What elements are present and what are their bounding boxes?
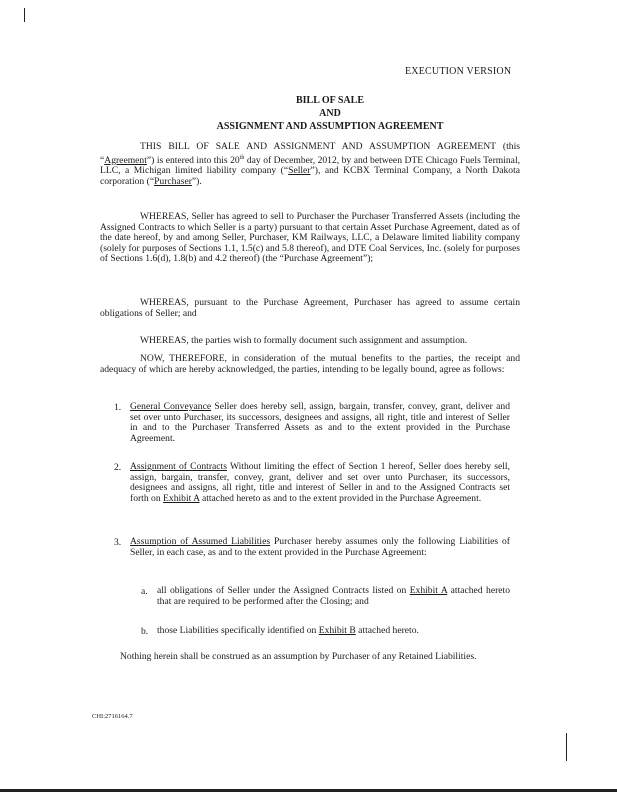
section-1-number: 1. [114, 402, 122, 413]
subitem-a-text: all obligations of Seller under the Assigned Contracts listed on Exhibit A attached hereto that are required to be performed after the Closing; and [157, 585, 510, 607]
section-2-exhibit-a: Exhibit A [163, 492, 200, 504]
closing-paragraph: Nothing herein shall be construed as an assumption by Purchaser of any Retained Liabilities. [120, 651, 477, 662]
execution-version-label: EXECUTION VERSION [405, 66, 512, 77]
subitem-a-letter: a. [141, 586, 148, 597]
subitem-b-exhibit: Exhibit B [318, 625, 356, 636]
seller-defined-term: Seller [288, 165, 311, 177]
section-3-text: Assumption of Assumed Liabilities Purchaser hereby assumes only the following Liabilities of Seller, in each case, as and to the extent provided in the Purchase Agreement: [130, 536, 510, 558]
subitem-b-text: those Liabilities specifically identified on Exhibit B attached hereto. [157, 625, 419, 636]
recital-3: WHEREAS, the parties wish to formally document such assignment and assumption. [140, 335, 468, 346]
recital-1: WHEREAS, Seller has agreed to sell to Purchaser the Purchaser Transferred Assets (including the Assigned Contracts to which Seller is a party) pursuant to that certain Asset Purchase Agreement, dated as of the date hereof, by and among Seller, Purchaser, KM Railways, LLC, a Delaware limited liability company (solely for purposes of Sections 1.1, 1.5(c) and 5.8 thereof), and DTE Coal Services, Inc. (solely for purposes of Sections 1.6(d), 1.8(b) and 4.2 thereof) (the “Purchase Agreement”); [100, 211, 520, 265]
recital-2: WHEREAS, pursuant to the Purchase Agreement, Purchaser has agreed to assume certain obligations of Seller; and [100, 297, 520, 319]
section-2-number: 2. [114, 462, 122, 473]
scan-bottom-edge [0, 789, 617, 792]
purchaser-defined-term: Purchaser [154, 175, 192, 187]
section-2-heading: Assignment of Contracts [130, 461, 227, 472]
section-1-heading: General Conveyance [130, 401, 212, 412]
title-line-2: AND [319, 108, 341, 119]
scan-mark-top-left [24, 8, 25, 22]
subitem-b-letter: b. [141, 626, 149, 637]
intro-paragraph: THIS BILL OF SALE AND ASSIGNMENT AND ASSUMPTION AGREEMENT (this “Agreement”) is entered into this 20th day of December, 2012, by and between DTE Chicago Fuels Terminal, LLC, a Michigan limited liability company (“Seller”), and KCBX Terminal Company, a North Dakota corporation (“Purchaser”). [100, 141, 521, 187]
section-3-heading: Assumption of Assumed Liabilities [130, 536, 271, 547]
document-code: CHI:2716164.7 [92, 713, 133, 720]
scan-mark-bottom-right [566, 733, 567, 761]
now-therefore-paragraph: NOW, THEREFORE, in consideration of the mutual benefits to the parties, the receipt and adequacy of which are hereby acknowledged, the parties, intending to be legally bound, agree as follows: [100, 353, 520, 375]
section-3-number: 3. [114, 537, 122, 548]
subitem-a-exhibit: Exhibit A [409, 585, 448, 596]
agreement-defined-term: Agreement [104, 154, 147, 166]
section-2-text: Assignment of Contracts Without limiting the effect of Section 1 hereof, Seller does hereby sell, assign, bargain, transfer, convey, grant, deliver and set over unto Purchaser, its successors, designees and assigns, all right, title and interest of Seller in and to the Assigned Contracts set forth on Exhibit A attached hereto as and to the extent provided in the Purchase Agreement. [130, 461, 510, 504]
section-1-text: General Conveyance Seller does hereby sell, assign, bargain, transfer, convey, grant, deliver and set over unto Purchaser, its successors, designees and assigns, all right, title and interest of Seller in and to the Purchaser Transferred Assets as and to the extent provided in the Purchase Agreement. [130, 401, 510, 444]
title-line-3: ASSIGNMENT AND ASSUMPTION AGREEMENT [216, 121, 444, 132]
day-suffix: th [239, 154, 245, 161]
title-line-1: BILL OF SALE [296, 95, 364, 106]
